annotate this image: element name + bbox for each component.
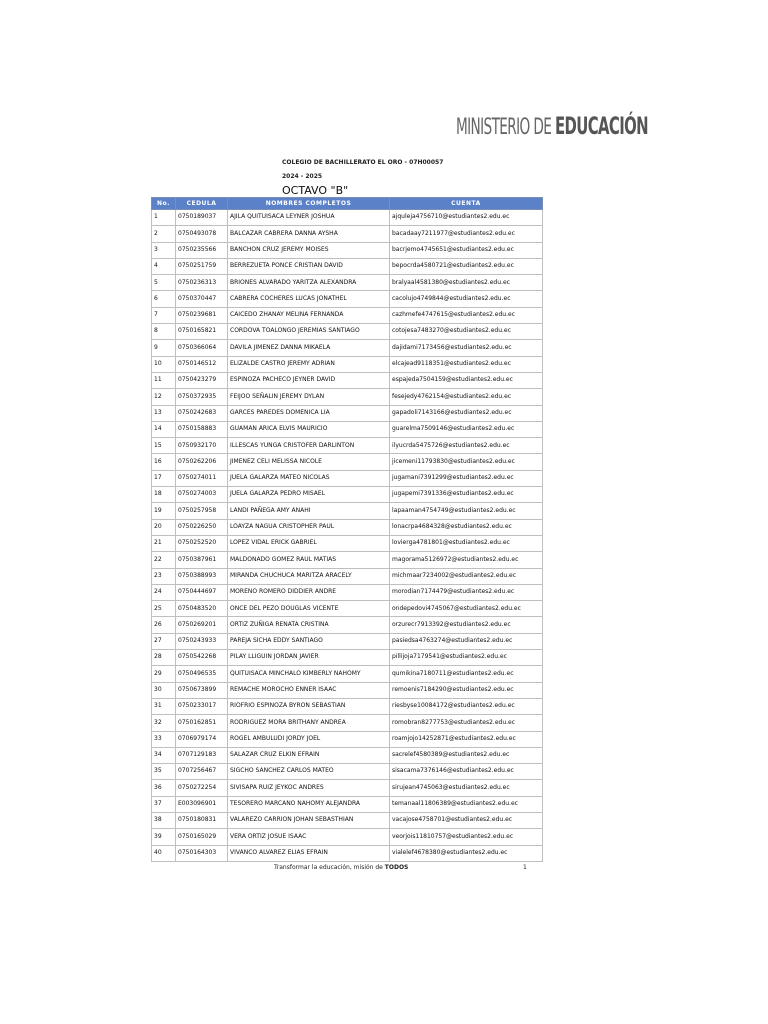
email-cell: jicemeni11793830@estudiantes2.edu.ec	[390, 454, 543, 470]
row-number: 21	[152, 535, 176, 551]
name-cell: ESPINOZA PACHECO JEYNER DAVID	[228, 372, 390, 388]
row-number: 40	[152, 845, 176, 861]
name-cell: CORDOVA TOALONGO JEREMIAS SANTIAGO	[228, 324, 390, 340]
cedula-cell: 0750243933	[176, 633, 228, 649]
cedula-cell: 0750239681	[176, 307, 228, 323]
logo-text-educacion: EDUCACIÓN	[554, 112, 648, 140]
cedula-cell: 0707129183	[176, 747, 228, 763]
column-header-cuenta: CUENTA	[390, 198, 543, 210]
email-cell: vacajose4758701@estudiantes2.edu.ec	[390, 812, 543, 828]
cedula-cell: 0707256467	[176, 764, 228, 780]
email-cell: lovierga4781801@estudiantes2.edu.ec	[390, 535, 543, 551]
name-cell: RIOFRIO ESPINOZA BYRON SEBASTIAN	[228, 698, 390, 714]
cedula-cell: 0750242683	[176, 405, 228, 421]
row-number: 36	[152, 780, 176, 796]
email-cell: jugamani7391299@estudiantes2.edu.ec	[390, 470, 543, 486]
row-number: 18	[152, 487, 176, 503]
email-cell: bepocrda4580721@estudiantes2.edu.ec	[390, 258, 543, 274]
email-cell: cacolujo4749844@estudiantes2.edu.ec	[390, 291, 543, 307]
email-cell: elcajead9118351@estudiantes2.edu.ec	[390, 356, 543, 372]
table-row	[152, 535, 543, 551]
email-cell: morodian7174479@estudiantes2.edu.ec	[390, 584, 543, 600]
name-cell: JIMENEZ CELI MELISSA NICOLE	[228, 454, 390, 470]
table-row	[152, 487, 543, 503]
name-cell: SIVISAPA RUIZ JEYKOC ANDRES	[228, 780, 390, 796]
email-cell: jugapemi7391336@estudiantes2.edu.ec	[390, 487, 543, 503]
cedula-cell: 0750269201	[176, 617, 228, 633]
email-cell: veorjois11810757@estudiantes2.edu.ec	[390, 829, 543, 845]
school-year: 2024 - 2025	[282, 173, 323, 180]
student-table	[151, 197, 543, 862]
row-number: 3	[152, 242, 176, 258]
name-cell: QUITUISACA MINCHALO KIMBERLY NAHOMY	[228, 666, 390, 682]
name-cell: VIVANCO ALVAREZ ELIAS EFRAIN	[228, 845, 390, 861]
logo-text-ministerio: MINISTERIO DE	[456, 115, 555, 140]
cedula-cell: 0750272254	[176, 780, 228, 796]
row-number: 31	[152, 698, 176, 714]
name-cell: CABRERA COCHERES LUCAS JONATHEL	[228, 291, 390, 307]
table-row	[152, 421, 543, 437]
cedula-cell: 0706979174	[176, 731, 228, 747]
name-cell: JUELA GALARZA PEDRO MISAEL	[228, 487, 390, 503]
row-number: 2	[152, 226, 176, 242]
table-row	[152, 812, 543, 828]
table-row	[152, 568, 543, 584]
table-row	[152, 226, 543, 242]
email-cell: cotojesa7483270@estudiantes2.edu.ec	[390, 324, 543, 340]
cedula-cell: 0750165029	[176, 829, 228, 845]
email-cell: magorama5126972@estudiantes2.edu.ec	[390, 552, 543, 568]
cedula-cell: 0750236313	[176, 275, 228, 291]
table-row	[152, 470, 543, 486]
table-row	[152, 340, 543, 356]
name-cell: ROGEL AMBULUDI JORDY JOEL	[228, 731, 390, 747]
row-number: 6	[152, 291, 176, 307]
row-number: 7	[152, 307, 176, 323]
cedula-cell: 0750496535	[176, 666, 228, 682]
email-cell: guarelma7509146@estudiantes2.edu.ec	[390, 421, 543, 437]
email-cell: espajeda7504159@estudiantes2.edu.ec	[390, 372, 543, 388]
cedula-cell: 0750146512	[176, 356, 228, 372]
footer-slogan	[274, 864, 408, 871]
course-title: OCTAVO "B"	[282, 184, 349, 197]
email-cell: romobran8277753@estudiantes2.edu.ec	[390, 715, 543, 731]
cedula-cell: 0750387961	[176, 552, 228, 568]
name-cell: BALCAZAR CABRERA DANNA AYSHA	[228, 226, 390, 242]
row-number: 4	[152, 258, 176, 274]
email-cell: orzurecr7913392@estudiantes2.edu.ec	[390, 617, 543, 633]
row-number: 30	[152, 682, 176, 698]
row-number: 10	[152, 356, 176, 372]
cedula-cell: 0750252520	[176, 535, 228, 551]
cedula-cell: 0750189037	[176, 210, 228, 226]
footer-slogan-bold: TODOS	[384, 864, 409, 871]
row-number: 35	[152, 764, 176, 780]
row-number: 12	[152, 389, 176, 405]
row-number: 25	[152, 601, 176, 617]
email-cell: lapaaman4754749@estudiantes2.edu.ec	[390, 503, 543, 519]
name-cell: AJILA QUITUISACA LEYNER JOSHUA	[228, 210, 390, 226]
name-cell: VERA ORTIZ JOSUE ISAAC	[228, 829, 390, 845]
name-cell: ORTIZ ZUÑIGA RENATA CRISTINA	[228, 617, 390, 633]
email-cell: pasiedsa4763274@estudiantes2.edu.ec	[390, 633, 543, 649]
name-cell: BRIONES ALVARADO YARITZA ALEXANDRA	[228, 275, 390, 291]
row-number: 8	[152, 324, 176, 340]
email-cell: bacrjemo4745651@estudiantes2.edu.ec	[390, 242, 543, 258]
name-cell: REMACHE MOROCHO ENNER ISAAC	[228, 682, 390, 698]
cedula-cell: 0750444697	[176, 584, 228, 600]
cedula-cell: 0750257958	[176, 503, 228, 519]
name-cell: GUAMAN ARICA ELVIS MAURICIO	[228, 421, 390, 437]
table-row	[152, 405, 543, 421]
row-number: 28	[152, 650, 176, 666]
row-number: 22	[152, 552, 176, 568]
row-number: 17	[152, 470, 176, 486]
row-number: 13	[152, 405, 176, 421]
cedula-cell: 0750493078	[176, 226, 228, 242]
row-number: 38	[152, 812, 176, 828]
cedula-cell: 0750423279	[176, 372, 228, 388]
row-number: 34	[152, 747, 176, 763]
column-header-number: No.	[152, 198, 176, 210]
cedula-cell: 0750165821	[176, 324, 228, 340]
email-cell: ajquleja4756710@estudiantes2.edu.ec	[390, 210, 543, 226]
table-row	[152, 601, 543, 617]
cedula-cell: 0750251759	[176, 258, 228, 274]
email-cell: dajidami7173456@estudiantes2.edu.ec	[390, 340, 543, 356]
table-row	[152, 210, 543, 226]
table-row	[152, 650, 543, 666]
name-cell: SIGCHO SANCHEZ CARLOS MATEO	[228, 764, 390, 780]
table-row	[152, 307, 543, 323]
name-cell: GARCES PAREDES DOMENICA LIA	[228, 405, 390, 421]
table-row	[152, 275, 543, 291]
table-row	[152, 796, 543, 812]
row-number: 9	[152, 340, 176, 356]
name-cell: CAICEDO ZHANAY MELINA FERNANDA	[228, 307, 390, 323]
table-row	[152, 584, 543, 600]
table-row	[152, 666, 543, 682]
table-row	[152, 552, 543, 568]
name-cell: DAVILA JIMENEZ DANNA MIKAELA	[228, 340, 390, 356]
cedula-cell: E003096901	[176, 796, 228, 812]
email-cell: cazhmefe4747615@estudiantes2.edu.ec	[390, 307, 543, 323]
cedula-cell: 0750233017	[176, 698, 228, 714]
cedula-cell: 0750370447	[176, 291, 228, 307]
cedula-cell: 0750372935	[176, 389, 228, 405]
email-cell: sisacama7376146@estudiantes2.edu.ec	[390, 764, 543, 780]
table-header-row	[152, 198, 543, 210]
footer-slogan-text: Transformar la educación, misión de	[274, 864, 385, 871]
name-cell: JUELA GALARZA MATEO NICOLAS	[228, 470, 390, 486]
cedula-cell: 0750932170	[176, 438, 228, 454]
table-row	[152, 519, 543, 535]
row-number: 11	[152, 372, 176, 388]
table-row	[152, 682, 543, 698]
cedula-cell: 0750366064	[176, 340, 228, 356]
row-number: 29	[152, 666, 176, 682]
table-row	[152, 698, 543, 714]
name-cell: PILAY LLIGUIN JORDAN JAVIER	[228, 650, 390, 666]
name-cell: TESORERO MARCANO NAHOMY ALEJANDRA	[228, 796, 390, 812]
cedula-cell: 0750673899	[176, 682, 228, 698]
cedula-cell: 0750180831	[176, 812, 228, 828]
name-cell: LOAYZA NAGUA CRISTOPHER PAUL	[228, 519, 390, 535]
name-cell: BANCHON CRUZ JEREMY MOISES	[228, 242, 390, 258]
name-cell: RODRIGUEZ MORA BRITHANY ANDREA	[228, 715, 390, 731]
table-row	[152, 780, 543, 796]
email-cell: lonacrpa4684328@estudiantes2.edu.ec	[390, 519, 543, 535]
cedula-cell: 0750235566	[176, 242, 228, 258]
page-number: 1	[523, 864, 527, 871]
name-cell: FEIJOO SEÑALIN JEREMY DYLAN	[228, 389, 390, 405]
table-row	[152, 242, 543, 258]
name-cell: SALAZAR CRUZ ELKIN EFRAIN	[228, 747, 390, 763]
email-cell: gapadoli7143166@estudiantes2.edu.ec	[390, 405, 543, 421]
row-number: 1	[152, 210, 176, 226]
name-cell: PAREJA SICHA EDDY SANTIAGO	[228, 633, 390, 649]
email-cell: ilyucrda5475726@estudiantes2.edu.ec	[390, 438, 543, 454]
row-number: 39	[152, 829, 176, 845]
table-row	[152, 324, 543, 340]
name-cell: MIRANDA CHUCHUCA MARITZA ARACELY	[228, 568, 390, 584]
table-row	[152, 389, 543, 405]
name-cell: ILLESCAS YUNGA CRISTOFER DARLINTON	[228, 438, 390, 454]
email-cell: vialelef4678380@estudiantes2.edu.ec	[390, 845, 543, 861]
cedula-cell: 0750164303	[176, 845, 228, 861]
row-number: 27	[152, 633, 176, 649]
table-row	[152, 715, 543, 731]
cedula-cell: 0750262206	[176, 454, 228, 470]
email-cell: qumikina7180711@estudiantes2.edu.ec	[390, 666, 543, 682]
table-row	[152, 731, 543, 747]
row-number: 20	[152, 519, 176, 535]
row-number: 14	[152, 421, 176, 437]
name-cell: LANDI PAÑEGA AMY ANAHI	[228, 503, 390, 519]
table-row	[152, 258, 543, 274]
table-row	[152, 764, 543, 780]
cedula-cell: 0750274003	[176, 487, 228, 503]
email-cell: riesbyse10084172@estudiantes2.edu.ec	[390, 698, 543, 714]
cedula-cell: 0750483520	[176, 601, 228, 617]
table-row	[152, 291, 543, 307]
name-cell: LOPEZ VIDAL ERICK GABRIEL	[228, 535, 390, 551]
table-row	[152, 747, 543, 763]
table-row	[152, 454, 543, 470]
cedula-cell: 0750226250	[176, 519, 228, 535]
name-cell: ONCE DEL PEZO DOUGLAS VICENTE	[228, 601, 390, 617]
email-cell: temanaal11806389@estudiantes2.edu.ec	[390, 796, 543, 812]
name-cell: MORENO ROMERO DIDDIER ANDRE	[228, 584, 390, 600]
email-cell: sacrelef4580389@estudiantes2.edu.ec	[390, 747, 543, 763]
cedula-cell: 0750542268	[176, 650, 228, 666]
name-cell: MALDONADO GOMEZ RAUL MATIAS	[228, 552, 390, 568]
row-number: 16	[152, 454, 176, 470]
email-cell: roamjojo14252871@estudiantes2.edu.ec	[390, 731, 543, 747]
column-header-nombres: NOMBRES COMPLETOS	[228, 198, 390, 210]
column-header-cedula: CEDULA	[176, 198, 228, 210]
row-number: 37	[152, 796, 176, 812]
row-number: 33	[152, 731, 176, 747]
row-number: 32	[152, 715, 176, 731]
row-number: 26	[152, 617, 176, 633]
email-cell: remoenis7184290@estudiantes2.edu.ec	[390, 682, 543, 698]
email-cell: bacadaay7211977@estudiantes2.edu.ec	[390, 226, 543, 242]
row-number: 15	[152, 438, 176, 454]
table-row	[152, 372, 543, 388]
cedula-cell: 0750162851	[176, 715, 228, 731]
email-cell: ondepedovi4745067@estudiantes2.edu.ec	[390, 601, 543, 617]
table-row	[152, 438, 543, 454]
email-cell: bralyaal4581380@estudiantes2.edu.ec	[390, 275, 543, 291]
cedula-cell: 0750388993	[176, 568, 228, 584]
table-row	[152, 356, 543, 372]
cedula-cell: 0750274011	[176, 470, 228, 486]
name-cell: VALAREZO CARRION JOHAN SEBASTHIAN	[228, 812, 390, 828]
school-name: COLEGIO DE BACHILLERATO EL ORO - 07H00057	[282, 159, 444, 166]
name-cell: ELIZALDE CASTRO JEREMY ADRIAN	[228, 356, 390, 372]
row-number: 19	[152, 503, 176, 519]
row-number: 23	[152, 568, 176, 584]
row-number: 24	[152, 584, 176, 600]
table-body	[152, 210, 543, 862]
table-row	[152, 633, 543, 649]
table-row	[152, 845, 543, 861]
row-number: 5	[152, 275, 176, 291]
email-cell: pillijoja7179541@estudiantes2.edu.ec	[390, 650, 543, 666]
name-cell: BERREZUETA PONCE CRISTIAN DAVID	[228, 258, 390, 274]
table-row	[152, 617, 543, 633]
email-cell: sirujean4745063@estudiantes2.edu.ec	[390, 780, 543, 796]
table-row	[152, 503, 543, 519]
email-cell: michmaar7234002@estudiantes2.edu.ec	[390, 568, 543, 584]
cedula-cell: 0750158883	[176, 421, 228, 437]
table-row	[152, 829, 543, 845]
email-cell: fesejedy4762154@estudiantes2.edu.ec	[390, 389, 543, 405]
ministry-logo	[456, 110, 648, 142]
